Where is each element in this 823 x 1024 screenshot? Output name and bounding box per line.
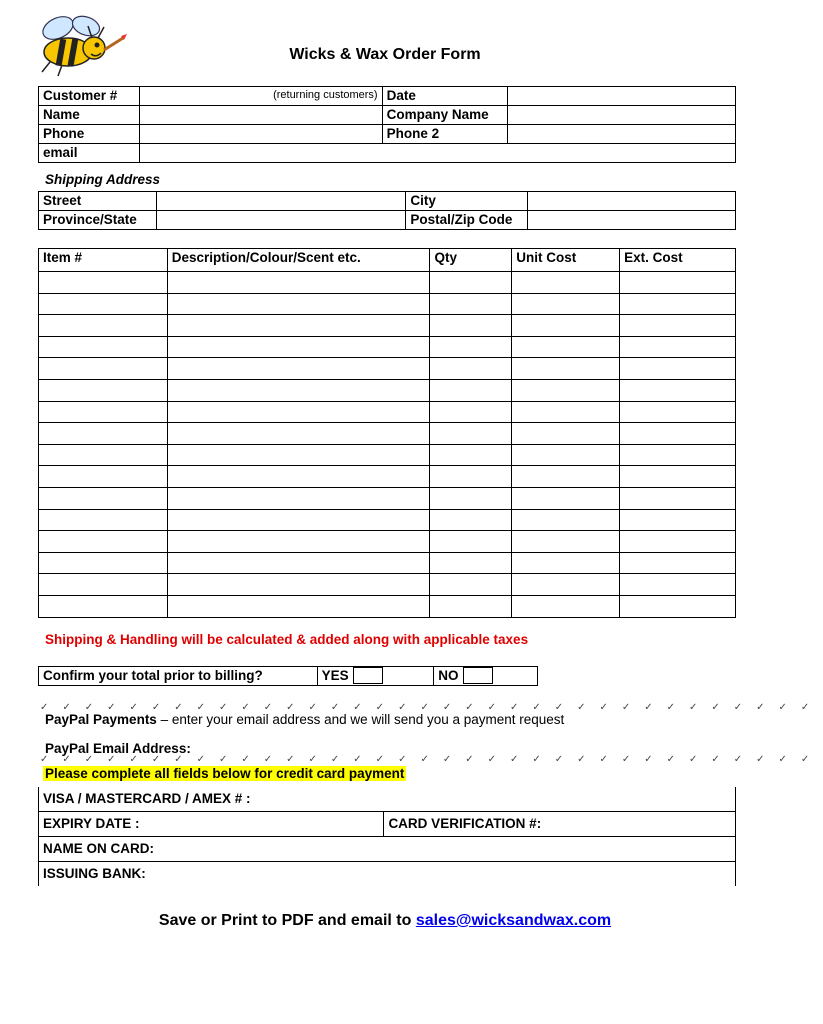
order-items-table [38,248,736,618]
ext-cost-header: Ext. Cost [620,249,736,272]
item-row [39,379,736,401]
item-row [39,423,736,445]
item-number-cell[interactable] [39,552,168,574]
description-cell[interactable] [167,272,430,294]
customer-number-label: Customer # [39,87,140,106]
card-number-label: VISA / MASTERCARD / AMEX # : [43,791,251,806]
paypal-payments-line [45,712,564,727]
unit-cost-cell[interactable] [512,315,620,337]
unit-cost-header: Unit Cost [512,249,620,272]
no-label: NO [438,668,459,683]
province-field[interactable] [156,211,405,230]
name-on-card-field[interactable] [39,837,736,862]
company-name-field[interactable] [507,106,735,125]
yes-label: YES [321,668,349,683]
item-row [39,531,736,553]
qty-cell[interactable] [430,293,512,315]
qty-cell[interactable] [430,358,512,380]
phone2-field[interactable] [507,125,735,144]
ext-cost-cell[interactable] [620,336,736,358]
item-row [39,574,736,596]
postal-code-field[interactable] [528,211,736,230]
unit-cost-cell[interactable] [512,531,620,553]
ext-cost-cell[interactable] [620,509,736,531]
unit-cost-cell[interactable] [512,379,620,401]
qty-cell[interactable] [430,423,512,445]
yes-option [317,667,434,686]
ext-cost-cell[interactable] [620,401,736,423]
qty-cell[interactable] [430,509,512,531]
city-field[interactable] [528,192,736,211]
description-cell[interactable] [167,595,430,617]
item-number-cell[interactable] [39,444,168,466]
ext-cost-cell[interactable] [620,466,736,488]
date-field[interactable] [507,87,735,106]
qty-cell[interactable] [430,487,512,509]
phone-label: Phone [39,125,140,144]
city-label: City [406,192,528,211]
form-title: Wicks & Wax Order Form [289,46,481,63]
description-cell[interactable] [167,358,430,380]
no-option [434,667,538,686]
description-cell[interactable] [167,336,430,358]
item-row [39,336,736,358]
province-label: Province/State [39,211,157,230]
unit-cost-cell[interactable] [512,574,620,596]
description-cell[interactable] [167,466,430,488]
item-number-cell[interactable] [39,358,168,380]
yes-checkbox[interactable] [353,667,383,684]
credit-card-table [38,787,736,886]
unit-cost-cell[interactable] [512,423,620,445]
postal-code-label: Postal/Zip Code [406,211,528,230]
item-number-cell[interactable] [39,531,168,553]
ext-cost-cell[interactable] [620,552,736,574]
paypal-top-border: ✓✓✓✓✓✓✓✓✓✓✓✓✓✓✓✓✓✓✓✓✓✓✓✓✓✓✓✓✓✓✓✓✓✓✓ [40,702,823,713]
qty-cell[interactable] [430,444,512,466]
description-cell[interactable] [167,531,430,553]
ext-cost-cell[interactable] [620,423,736,445]
description-cell[interactable] [167,423,430,445]
paypal-payments-title: PayPal Payments [45,712,157,727]
qty-cell[interactable] [430,531,512,553]
unit-cost-cell[interactable] [512,509,620,531]
item-row [39,272,736,294]
issuing-bank-label: ISSUING BANK: [43,866,146,881]
qty-cell[interactable] [430,595,512,617]
unit-cost-cell[interactable] [512,487,620,509]
unit-cost-cell[interactable] [512,401,620,423]
street-field[interactable] [156,192,405,211]
unit-cost-cell[interactable] [512,272,620,294]
shipping-address-heading: Shipping Address [45,172,161,187]
item-row [39,487,736,509]
ext-cost-cell[interactable] [620,379,736,401]
ext-cost-cell[interactable] [620,487,736,509]
item-number-cell[interactable] [39,379,168,401]
description-cell[interactable] [167,293,430,315]
sales-email-link[interactable]: sales@wicksandwax.com [415,912,612,929]
name-label: Name [39,106,140,125]
ext-cost-cell[interactable] [620,574,736,596]
unit-cost-cell[interactable] [512,466,620,488]
email-field[interactable] [139,144,735,163]
item-number-cell[interactable] [39,336,168,358]
phone-field[interactable] [139,125,382,144]
description-cell[interactable] [167,315,430,337]
item-row [39,315,736,337]
qty-header: Qty [430,249,512,272]
ext-cost-cell[interactable] [620,272,736,294]
paypal-bottom-border: ✓✓✓✓✓✓✓✓✓✓✓✓✓✓✓✓✓✓✓✓✓✓✓✓✓✓✓✓✓✓✓✓✓✓✓ [40,754,823,765]
description-cell[interactable] [167,487,430,509]
description-cell[interactable] [167,379,430,401]
unit-cost-cell[interactable] [512,336,620,358]
customer-number-field[interactable] [139,87,382,106]
description-cell[interactable] [167,401,430,423]
paypal-email-label: PayPal Email Address: [45,741,191,756]
company-name-label: Company Name [382,106,507,125]
item-number-cell[interactable] [39,423,168,445]
ext-cost-cell[interactable] [620,315,736,337]
unit-cost-cell[interactable] [512,595,620,617]
qty-cell[interactable] [430,315,512,337]
description-header: Description/Colour/Scent etc. [167,249,430,272]
item-row [39,358,736,380]
unit-cost-cell[interactable] [512,552,620,574]
item-number-cell[interactable] [39,487,168,509]
returning-customers-hint: (returning customers) [273,89,378,101]
bee-logo [28,10,128,80]
item-row [39,293,736,315]
name-on-card-label: NAME ON CARD: [43,841,154,856]
qty-cell[interactable] [430,401,512,423]
qty-cell[interactable] [430,552,512,574]
footer-text: Save or Print to PDF and email to [158,912,416,929]
unit-cost-cell[interactable] [512,358,620,380]
paypal-payments-description: – enter your email address and we will send you a payment request [156,712,565,727]
expiry-date-label: EXPIRY DATE : [43,816,140,831]
item-row [39,444,736,466]
confirm-total-table [38,666,538,686]
ext-cost-cell[interactable] [620,293,736,315]
name-field[interactable] [139,106,382,125]
qty-cell[interactable] [430,574,512,596]
card-verification-label: CARD VERIFICATION #: [388,816,542,831]
item-number-cell[interactable] [39,595,168,617]
item-number-cell[interactable] [39,272,168,294]
ext-cost-cell[interactable] [620,444,736,466]
street-label: Street [39,192,157,211]
shipping-handling-notice: Shipping & Handling will be calculated & added along with applicable taxes [45,632,529,647]
customer-info-table [38,86,736,163]
ext-cost-cell[interactable] [620,531,736,553]
date-label: Date [382,87,507,106]
issuing-bank-field[interactable] [39,862,736,887]
email-label: email [39,144,140,163]
item-number-cell[interactable] [39,466,168,488]
card-number-field[interactable] [39,787,736,812]
item-number-cell[interactable] [39,401,168,423]
items-header-row [39,249,736,272]
item-number-cell[interactable] [39,293,168,315]
qty-cell[interactable] [430,336,512,358]
credit-card-instruction: Please complete all fields below for credit card payment [45,766,405,781]
unit-cost-cell[interactable] [512,293,620,315]
item-row [39,595,736,617]
card-verification-field[interactable] [384,812,736,837]
item-number-cell[interactable] [39,574,168,596]
unit-cost-cell[interactable] [512,444,620,466]
description-cell[interactable] [167,574,430,596]
no-checkbox[interactable] [463,667,493,684]
confirm-total-question: Confirm your total prior to billing? [39,667,318,686]
ext-cost-cell[interactable] [620,595,736,617]
qty-cell[interactable] [430,272,512,294]
item-row [39,466,736,488]
shipping-table [38,191,736,230]
description-cell[interactable] [167,444,430,466]
footer-instruction [0,912,770,930]
item-row [39,401,736,423]
ext-cost-cell[interactable] [620,358,736,380]
expiry-date-field[interactable] [39,812,384,837]
item-number-header: Item # [39,249,168,272]
qty-cell[interactable] [430,466,512,488]
phone2-label: Phone 2 [382,125,507,144]
qty-cell[interactable] [430,379,512,401]
description-cell[interactable] [167,509,430,531]
item-row [39,509,736,531]
item-number-cell[interactable] [39,315,168,337]
item-number-cell[interactable] [39,509,168,531]
item-row [39,552,736,574]
description-cell[interactable] [167,552,430,574]
